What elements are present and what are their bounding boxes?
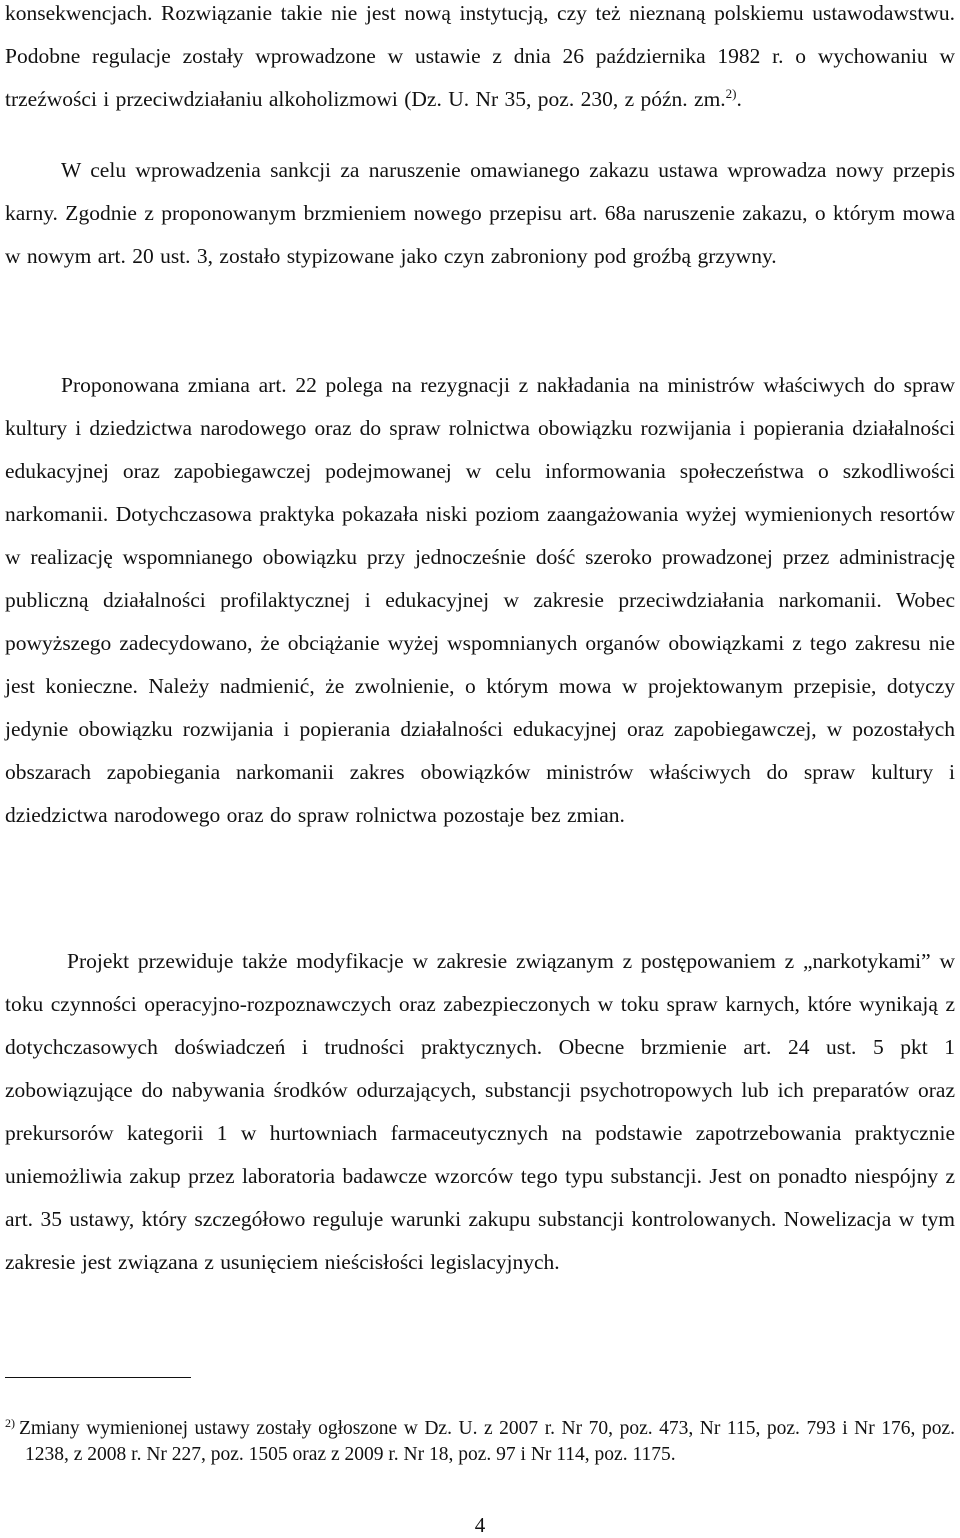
paragraph-2: W celu wprowadzenia sankcji za naruszenie omawianego zakazu ustawa wprowadza nowy przepis karny. Zgodnie z proponowanym brzmieniem nowego przepisu art. 68a naruszenie zakazu, o którym mowa w nowym art. 20 ust. 3, zostało stypizowane jako czyn zabroniony pod groźbą grzywny. [5, 158, 955, 268]
footnote-marker: 2) [5, 1415, 15, 1430]
paragraph-1-text: konsekwencjach. Rozwiązanie takie nie jest nową instytucją, czy też nieznaną polskiemu ustawodawstwu. Podobne regulacje zostały wprowadzone w ustawie z dnia 26 października 1982 r. o wychowaniu w trzeźwości i przeciwdziałaniu alkoholizmowi (Dz. U. Nr 35, poz. 230, z późn. zm. [5, 1, 955, 111]
footnote-text: Zmiany wymienionej ustawy zostały ogłoszone w Dz. U. z 2007 r. Nr 70, poz. 473, Nr 115, poz. 793 i Nr 176, poz. 1238, z 2008 r. Nr 227, poz. 1505 oraz z 2009 r. Nr 18, poz. 97 i Nr 114, poz. 1175. [19, 1418, 955, 1465]
footnote-divider [5, 1377, 191, 1378]
footnote-reference[interactable]: 2) [725, 85, 737, 101]
paragraph-4: Projekt przewiduje także modyfikacje w zakresie związanym z postępowaniem z „narkotykami” w toku czynności operacyjno-rozpoznawczych oraz zabezpieczonych w toku spraw karnych, które wynikają z dotychczasowych doświadczeń i trudności praktycznych. Obecne brzmienie art. 24 ust. 5 pkt 1 zobowiązujące do nabywania środków odurzających, substancji psychotropowych lub ich preparatów oraz prekursorów kategorii 1 w hurtowniach farmaceutycznych na podstawie zapotrzebowania praktycznie uniemożliwia zakup przez laboratoria badawcze wzorców tego typu substancji. Jest on ponadto niespójny z art. 35 ustawy, który szczegółowo reguluje warunki zakupu substancji kontrolowanych. Nowelizacja w tym zakresie jest związana z usunięciem nieścisłości legislacyjnych. [5, 949, 955, 1274]
page-number: 4 [474, 1513, 486, 1537]
paragraph-1 [5, 0, 955, 121]
paragraph-3: Proponowana zmiana art. 22 polega na rezygnacji z nakładania na ministrów właściwych do spraw kultury i dziedzictwa narodowego oraz do spraw rolnictwa obowiązku rozwijania i popierania działalności edukacyjnej oraz zapobiegawczej podejmowanej w celu informowania społeczeństwa o szkodliwości narkomanii. Dotychczasowa praktyka pokazała niski poziom zaangażowania wyżej wymienionych resortów w realizację wspomnianego obowiązku przy jednocześnie dość szeroko prowadzonej przez administrację publiczną działalności profilaktycznej i edukacyjnej w zakresie przeciwdziałania narkomanii. Wobec powyższego zadecydowano, że obciążanie wyżej wspomnianych organów obowiązkami z tego zakresu nie jest konieczne. Należy nadmienić, że zwolnienie, o którym mowa w projektowanym przepisie, dotyczy jedynie obowiązku rozwijania i popierania działalności edukacyjnej oraz zapobiegawczej, w pozostałych obszarach zapobiegania narkomanii zakres obowiązków ministrów właściwych do spraw kultury i dziedzictwa narodowego oraz do spraw rolnictwa pozostaje bez zmian. [5, 373, 955, 827]
footnote [5, 1416, 955, 1468]
document-page [5, 0, 955, 1537]
paragraph-1-tail: . [736, 87, 742, 111]
